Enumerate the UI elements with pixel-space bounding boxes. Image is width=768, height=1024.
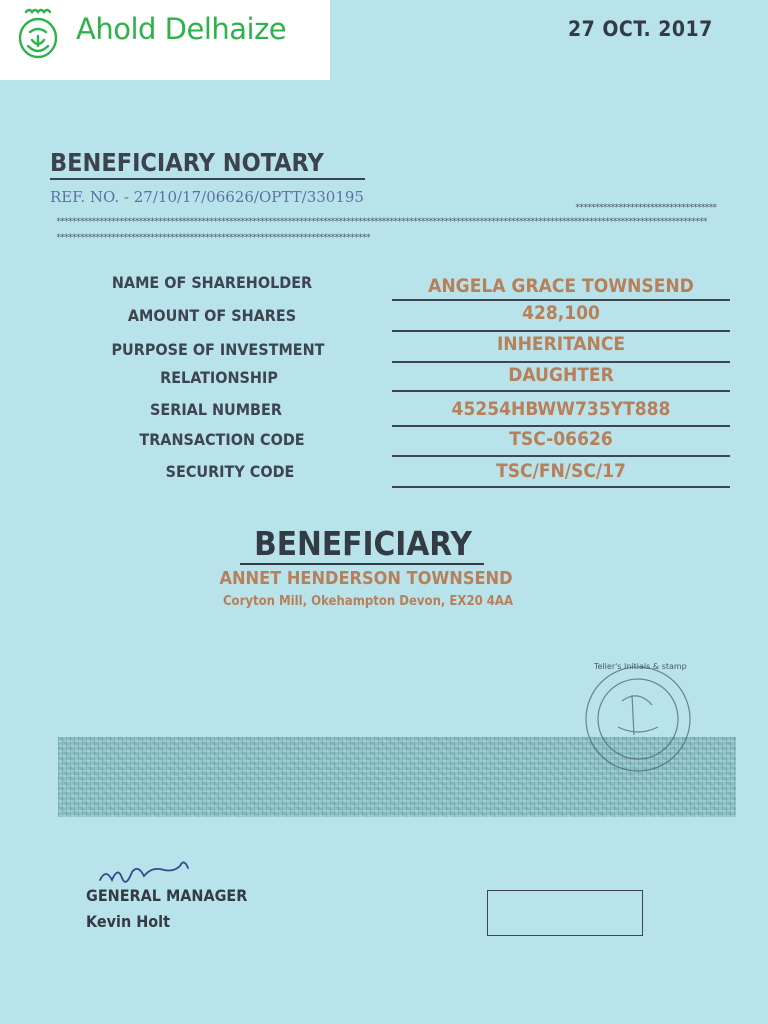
logo-wordmark: Ahold Delhaize (76, 12, 287, 46)
detail-value: INHERITANCE (496, 333, 626, 355)
detail-underline (392, 299, 730, 301)
detail-underline (392, 390, 730, 392)
blank-signature-box (487, 890, 643, 936)
star-divider: ******************************************************************************** (56, 233, 370, 243)
detail-value: ANGELA GRACE TOWNSEND (428, 275, 694, 297)
star-divider: ********************************************************************************************************************************************************************** (56, 217, 707, 227)
signatory-title: GENERAL MANAGER (86, 886, 248, 905)
detail-underline (392, 455, 730, 457)
detail-label: PURPOSE OF INVESTMENT (111, 340, 325, 359)
page-title: BENEFICIARY NOTARY (50, 148, 324, 177)
beneficiary-heading: BENEFICIARY (254, 524, 472, 563)
detail-underline (392, 486, 730, 488)
detail-underline (392, 330, 730, 332)
detail-value: DAUGHTER (508, 364, 614, 386)
detail-underline (392, 361, 730, 363)
detail-value: TSC-06626 (509, 428, 613, 450)
detail-value: TSC/FN/SC/17 (496, 460, 626, 482)
star-divider: ************************************ (575, 203, 717, 213)
detail-label: SERIAL NUMBER (150, 400, 282, 419)
detail-value: 428,100 (522, 302, 600, 324)
beneficiary-underline (240, 563, 484, 565)
title-underline (50, 178, 365, 180)
reference-number: REF. NO. - 27/10/17/06626/OPTT/330195 (50, 188, 364, 206)
detail-value: 45254HBWW735YT888 (451, 398, 671, 420)
beneficiary-name: ANNET HENDERSON TOWNSEND (219, 568, 513, 589)
teller-stamp-icon (570, 655, 710, 775)
detail-label: AMOUNT OF SHARES (127, 306, 297, 325)
stamp-caption: Teller's Initials & stamp (594, 662, 687, 671)
company-logo (0, 0, 330, 80)
detail-label: SECURITY CODE (165, 462, 295, 481)
beneficiary-address: Coryton Mill, Okehampton Devon, EX20 4AA (222, 594, 514, 609)
signatory-name: Kevin Holt (86, 912, 170, 931)
detail-label: RELATIONSHIP (160, 368, 278, 387)
document-date: 27 OCT. 2017 (568, 17, 713, 41)
detail-label: NAME OF SHAREHOLDER (111, 273, 313, 292)
detail-label: TRANSACTION CODE (139, 430, 305, 449)
detail-underline (392, 425, 730, 427)
lion-crest-icon (16, 6, 60, 60)
